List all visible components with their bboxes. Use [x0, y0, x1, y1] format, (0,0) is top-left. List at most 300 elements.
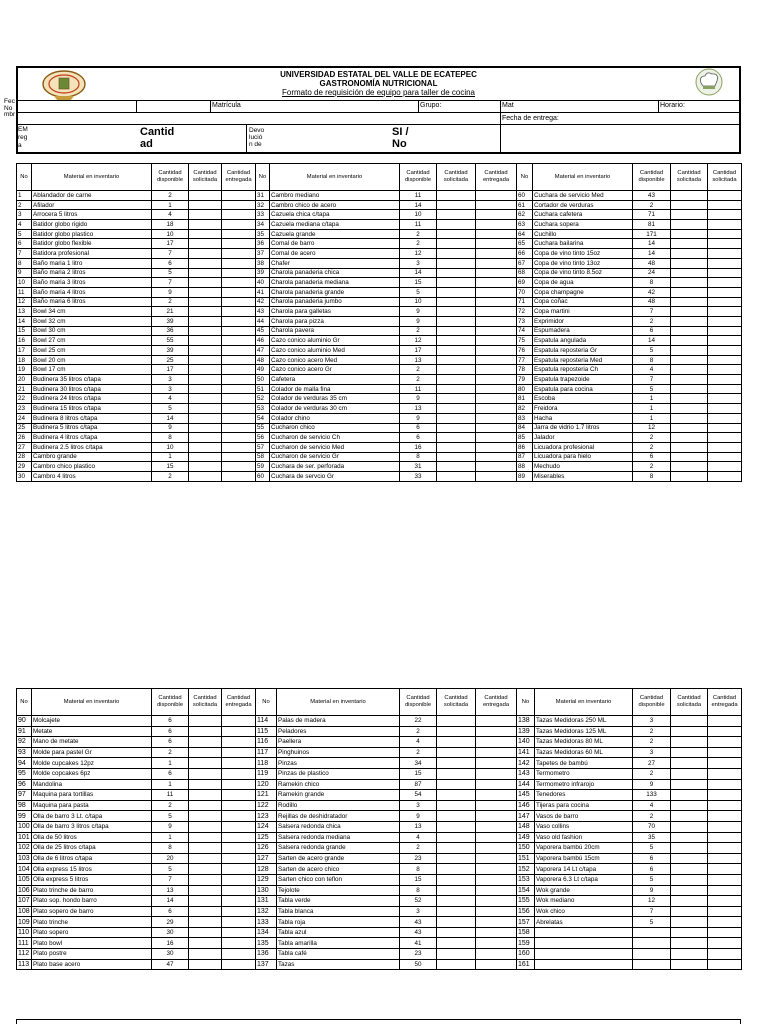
- item-solicitada-cell[interactable]: [671, 779, 708, 790]
- item-entregada-cell[interactable]: [222, 229, 256, 239]
- item-entregada-cell[interactable]: [222, 268, 256, 278]
- item-entregada-cell[interactable]: [222, 790, 256, 801]
- item-solicitada-cell[interactable]: [437, 229, 476, 239]
- item-solicitada-cell[interactable]: [671, 864, 708, 875]
- item-solicitada-cell[interactable]: [437, 346, 476, 356]
- item-solicitada-cell[interactable]: [671, 433, 708, 443]
- item-solicitada-cell[interactable]: [189, 758, 222, 769]
- item-entregada-cell[interactable]: [222, 906, 256, 917]
- item-entregada-cell[interactable]: [476, 316, 517, 326]
- item-solicitada-cell[interactable]: [437, 768, 476, 779]
- item-solicitada-cell[interactable]: [671, 258, 708, 268]
- item-entregada-cell[interactable]: [222, 442, 256, 452]
- item-solicitada-cell[interactable]: [437, 726, 476, 737]
- item-entregada-cell[interactable]: [476, 394, 517, 404]
- item-solicitada-cell[interactable]: [189, 462, 222, 472]
- item-entregada-cell[interactable]: [476, 452, 517, 462]
- item-entregada-cell[interactable]: [476, 917, 517, 928]
- item-solicitada-cell[interactable]: [189, 949, 222, 960]
- item-solicitada-cell[interactable]: [189, 885, 222, 896]
- item-solicitada-cell[interactable]: [437, 355, 476, 365]
- item-entregada-cell[interactable]: [708, 278, 742, 288]
- item-entregada-cell[interactable]: [708, 779, 742, 790]
- item-entregada-cell[interactable]: [222, 896, 256, 907]
- item-entregada-cell[interactable]: [708, 316, 742, 326]
- item-solicitada-cell[interactable]: [437, 287, 476, 297]
- item-entregada-cell[interactable]: [476, 384, 517, 394]
- item-solicitada-cell[interactable]: [189, 307, 222, 317]
- item-entregada-cell[interactable]: [222, 394, 256, 404]
- item-entregada-cell[interactable]: [222, 326, 256, 336]
- item-solicitada-cell[interactable]: [189, 896, 222, 907]
- item-entregada-cell[interactable]: [476, 959, 517, 970]
- item-solicitada-cell[interactable]: [437, 326, 476, 336]
- item-entregada-cell[interactable]: [476, 800, 517, 811]
- item-entregada-cell[interactable]: [476, 471, 517, 481]
- item-entregada-cell[interactable]: [222, 258, 256, 268]
- item-entregada-cell[interactable]: [476, 404, 517, 414]
- item-solicitada-cell[interactable]: [189, 433, 222, 443]
- item-solicitada-cell[interactable]: [671, 471, 708, 481]
- item-entregada-cell[interactable]: [708, 413, 742, 423]
- item-solicitada-cell[interactable]: [437, 874, 476, 885]
- item-entregada-cell[interactable]: [708, 307, 742, 317]
- item-entregada-cell[interactable]: [708, 885, 742, 896]
- item-entregada-cell[interactable]: [476, 853, 517, 864]
- item-solicitada-cell[interactable]: [671, 249, 708, 259]
- item-entregada-cell[interactable]: [476, 278, 517, 288]
- item-entregada-cell[interactable]: [222, 278, 256, 288]
- item-solicitada-cell[interactable]: [189, 326, 222, 336]
- item-solicitada-cell[interactable]: [437, 239, 476, 249]
- item-entregada-cell[interactable]: [708, 258, 742, 268]
- item-solicitada-cell[interactable]: [671, 297, 708, 307]
- item-entregada-cell[interactable]: [222, 917, 256, 928]
- item-entregada-cell[interactable]: [222, 384, 256, 394]
- item-solicitada-cell[interactable]: [437, 758, 476, 769]
- item-solicitada-cell[interactable]: [437, 471, 476, 481]
- item-solicitada-cell[interactable]: [189, 297, 222, 307]
- item-entregada-cell[interactable]: [476, 210, 517, 220]
- item-entregada-cell[interactable]: [222, 423, 256, 433]
- item-entregada-cell[interactable]: [222, 747, 256, 758]
- item-entregada-cell[interactable]: [476, 768, 517, 779]
- item-solicitada-cell[interactable]: [189, 768, 222, 779]
- item-solicitada-cell[interactable]: [189, 239, 222, 249]
- item-entregada-cell[interactable]: [222, 864, 256, 875]
- item-solicitada-cell[interactable]: [671, 917, 708, 928]
- item-solicitada-cell[interactable]: [437, 268, 476, 278]
- item-solicitada-cell[interactable]: [671, 268, 708, 278]
- item-entregada-cell[interactable]: [222, 346, 256, 356]
- item-solicitada-cell[interactable]: [189, 938, 222, 949]
- item-solicitada-cell[interactable]: [437, 442, 476, 452]
- item-solicitada-cell[interactable]: [189, 404, 222, 414]
- item-solicitada-cell[interactable]: [671, 287, 708, 297]
- item-entregada-cell[interactable]: [222, 779, 256, 790]
- item-entregada-cell[interactable]: [222, 726, 256, 737]
- item-entregada-cell[interactable]: [708, 404, 742, 414]
- item-entregada-cell[interactable]: [222, 949, 256, 960]
- item-solicitada-cell[interactable]: [189, 413, 222, 423]
- item-solicitada-cell[interactable]: [437, 790, 476, 801]
- item-entregada-cell[interactable]: [222, 336, 256, 346]
- item-solicitada-cell[interactable]: [437, 864, 476, 875]
- item-solicitada-cell[interactable]: [671, 452, 708, 462]
- item-solicitada-cell[interactable]: [189, 375, 222, 385]
- item-solicitada-cell[interactable]: [671, 239, 708, 249]
- item-solicitada-cell[interactable]: [671, 874, 708, 885]
- item-solicitada-cell[interactable]: [671, 737, 708, 748]
- item-solicitada-cell[interactable]: [189, 249, 222, 259]
- item-solicitada-cell[interactable]: [437, 210, 476, 220]
- item-solicitada-cell[interactable]: [189, 316, 222, 326]
- item-entregada-cell[interactable]: [476, 896, 517, 907]
- item-entregada-cell[interactable]: [476, 423, 517, 433]
- item-entregada-cell[interactable]: [708, 346, 742, 356]
- item-entregada-cell[interactable]: [708, 726, 742, 737]
- item-solicitada-cell[interactable]: [671, 938, 708, 949]
- item-entregada-cell[interactable]: [476, 365, 517, 375]
- item-solicitada-cell[interactable]: [437, 906, 476, 917]
- item-solicitada-cell[interactable]: [189, 229, 222, 239]
- item-solicitada-cell[interactable]: [671, 384, 708, 394]
- item-solicitada-cell[interactable]: [671, 229, 708, 239]
- item-entregada-cell[interactable]: [708, 268, 742, 278]
- item-entregada-cell[interactable]: [222, 239, 256, 249]
- item-solicitada-cell[interactable]: [671, 906, 708, 917]
- item-entregada-cell[interactable]: [476, 949, 517, 960]
- item-entregada-cell[interactable]: [708, 375, 742, 385]
- item-solicitada-cell[interactable]: [189, 258, 222, 268]
- item-solicitada-cell[interactable]: [437, 384, 476, 394]
- item-entregada-cell[interactable]: [476, 938, 517, 949]
- item-solicitada-cell[interactable]: [189, 737, 222, 748]
- item-solicitada-cell[interactable]: [189, 864, 222, 875]
- item-entregada-cell[interactable]: [222, 758, 256, 769]
- item-entregada-cell[interactable]: [222, 853, 256, 864]
- item-entregada-cell[interactable]: [708, 832, 742, 843]
- item-solicitada-cell[interactable]: [189, 800, 222, 811]
- item-entregada-cell[interactable]: [222, 800, 256, 811]
- item-solicitada-cell[interactable]: [437, 843, 476, 854]
- item-entregada-cell[interactable]: [476, 191, 517, 201]
- item-solicitada-cell[interactable]: [671, 346, 708, 356]
- item-entregada-cell[interactable]: [222, 433, 256, 443]
- item-solicitada-cell[interactable]: [437, 258, 476, 268]
- item-solicitada-cell[interactable]: [189, 346, 222, 356]
- item-entregada-cell[interactable]: [222, 938, 256, 949]
- item-solicitada-cell[interactable]: [671, 716, 708, 727]
- item-solicitada-cell[interactable]: [437, 433, 476, 443]
- item-entregada-cell[interactable]: [708, 758, 742, 769]
- item-entregada-cell[interactable]: [708, 326, 742, 336]
- item-solicitada-cell[interactable]: [671, 336, 708, 346]
- item-entregada-cell[interactable]: [708, 768, 742, 779]
- item-entregada-cell[interactable]: [476, 229, 517, 239]
- item-solicitada-cell[interactable]: [189, 336, 222, 346]
- item-solicitada-cell[interactable]: [189, 287, 222, 297]
- item-solicitada-cell[interactable]: [437, 394, 476, 404]
- item-solicitada-cell[interactable]: [437, 423, 476, 433]
- item-entregada-cell[interactable]: [708, 423, 742, 433]
- item-solicitada-cell[interactable]: [437, 716, 476, 727]
- item-solicitada-cell[interactable]: [437, 853, 476, 864]
- item-solicitada-cell[interactable]: [189, 452, 222, 462]
- item-entregada-cell[interactable]: [222, 832, 256, 843]
- item-solicitada-cell[interactable]: [671, 800, 708, 811]
- item-solicitada-cell[interactable]: [437, 927, 476, 938]
- item-entregada-cell[interactable]: [222, 404, 256, 414]
- item-solicitada-cell[interactable]: [189, 821, 222, 832]
- item-entregada-cell[interactable]: [708, 287, 742, 297]
- item-solicitada-cell[interactable]: [189, 423, 222, 433]
- item-solicitada-cell[interactable]: [189, 779, 222, 790]
- item-entregada-cell[interactable]: [476, 832, 517, 843]
- item-entregada-cell[interactable]: [476, 336, 517, 346]
- item-solicitada-cell[interactable]: [189, 959, 222, 970]
- item-solicitada-cell[interactable]: [437, 938, 476, 949]
- item-solicitada-cell[interactable]: [437, 832, 476, 843]
- item-solicitada-cell[interactable]: [671, 423, 708, 433]
- item-entregada-cell[interactable]: [222, 821, 256, 832]
- item-entregada-cell[interactable]: [476, 220, 517, 230]
- item-solicitada-cell[interactable]: [189, 191, 222, 201]
- item-solicitada-cell[interactable]: [437, 413, 476, 423]
- item-entregada-cell[interactable]: [476, 375, 517, 385]
- item-entregada-cell[interactable]: [222, 874, 256, 885]
- item-entregada-cell[interactable]: [222, 927, 256, 938]
- item-entregada-cell[interactable]: [222, 191, 256, 201]
- item-entregada-cell[interactable]: [222, 210, 256, 220]
- item-entregada-cell[interactable]: [476, 287, 517, 297]
- item-entregada-cell[interactable]: [708, 843, 742, 854]
- item-entregada-cell[interactable]: [476, 239, 517, 249]
- item-solicitada-cell[interactable]: [437, 249, 476, 259]
- item-entregada-cell[interactable]: [708, 229, 742, 239]
- item-entregada-cell[interactable]: [708, 790, 742, 801]
- item-entregada-cell[interactable]: [708, 462, 742, 472]
- item-solicitada-cell[interactable]: [671, 326, 708, 336]
- item-entregada-cell[interactable]: [476, 297, 517, 307]
- item-solicitada-cell[interactable]: [437, 452, 476, 462]
- item-entregada-cell[interactable]: [476, 258, 517, 268]
- item-solicitada-cell[interactable]: [671, 726, 708, 737]
- item-entregada-cell[interactable]: [708, 927, 742, 938]
- item-entregada-cell[interactable]: [476, 843, 517, 854]
- item-entregada-cell[interactable]: [476, 821, 517, 832]
- item-solicitada-cell[interactable]: [671, 927, 708, 938]
- item-entregada-cell[interactable]: [708, 864, 742, 875]
- item-entregada-cell[interactable]: [708, 716, 742, 727]
- item-entregada-cell[interactable]: [708, 239, 742, 249]
- item-solicitada-cell[interactable]: [189, 832, 222, 843]
- item-entregada-cell[interactable]: [708, 811, 742, 822]
- item-solicitada-cell[interactable]: [671, 220, 708, 230]
- item-solicitada-cell[interactable]: [437, 220, 476, 230]
- item-entregada-cell[interactable]: [222, 413, 256, 423]
- item-solicitada-cell[interactable]: [189, 355, 222, 365]
- item-solicitada-cell[interactable]: [437, 747, 476, 758]
- item-entregada-cell[interactable]: [476, 927, 517, 938]
- item-entregada-cell[interactable]: [476, 758, 517, 769]
- item-solicitada-cell[interactable]: [189, 726, 222, 737]
- item-entregada-cell[interactable]: [708, 191, 742, 201]
- item-entregada-cell[interactable]: [708, 433, 742, 443]
- item-entregada-cell[interactable]: [476, 355, 517, 365]
- item-entregada-cell[interactable]: [222, 452, 256, 462]
- item-entregada-cell[interactable]: [476, 726, 517, 737]
- item-solicitada-cell[interactable]: [437, 462, 476, 472]
- item-solicitada-cell[interactable]: [189, 220, 222, 230]
- item-entregada-cell[interactable]: [476, 268, 517, 278]
- item-solicitada-cell[interactable]: [671, 191, 708, 201]
- item-solicitada-cell[interactable]: [189, 927, 222, 938]
- item-entregada-cell[interactable]: [222, 716, 256, 727]
- item-solicitada-cell[interactable]: [437, 959, 476, 970]
- item-entregada-cell[interactable]: [708, 220, 742, 230]
- item-solicitada-cell[interactable]: [189, 200, 222, 210]
- item-solicitada-cell[interactable]: [671, 442, 708, 452]
- item-entregada-cell[interactable]: [476, 747, 517, 758]
- item-entregada-cell[interactable]: [222, 462, 256, 472]
- item-entregada-cell[interactable]: [222, 220, 256, 230]
- item-solicitada-cell[interactable]: [189, 917, 222, 928]
- item-entregada-cell[interactable]: [476, 442, 517, 452]
- item-entregada-cell[interactable]: [708, 336, 742, 346]
- item-solicitada-cell[interactable]: [671, 307, 708, 317]
- item-entregada-cell[interactable]: [708, 737, 742, 748]
- item-solicitada-cell[interactable]: [437, 336, 476, 346]
- item-entregada-cell[interactable]: [222, 249, 256, 259]
- item-solicitada-cell[interactable]: [671, 365, 708, 375]
- item-solicitada-cell[interactable]: [189, 278, 222, 288]
- item-solicitada-cell[interactable]: [671, 316, 708, 326]
- item-solicitada-cell[interactable]: [189, 210, 222, 220]
- item-entregada-cell[interactable]: [708, 800, 742, 811]
- item-entregada-cell[interactable]: [708, 949, 742, 960]
- item-solicitada-cell[interactable]: [437, 811, 476, 822]
- item-solicitada-cell[interactable]: [671, 832, 708, 843]
- item-entregada-cell[interactable]: [708, 210, 742, 220]
- item-entregada-cell[interactable]: [476, 346, 517, 356]
- item-entregada-cell[interactable]: [476, 811, 517, 822]
- item-solicitada-cell[interactable]: [671, 747, 708, 758]
- item-solicitada-cell[interactable]: [437, 404, 476, 414]
- item-entregada-cell[interactable]: [222, 885, 256, 896]
- item-solicitada-cell[interactable]: [671, 375, 708, 385]
- item-solicitada-cell[interactable]: [437, 821, 476, 832]
- item-solicitada-cell[interactable]: [189, 442, 222, 452]
- item-entregada-cell[interactable]: [476, 249, 517, 259]
- item-entregada-cell[interactable]: [476, 737, 517, 748]
- item-entregada-cell[interactable]: [222, 365, 256, 375]
- item-solicitada-cell[interactable]: [671, 885, 708, 896]
- item-entregada-cell[interactable]: [476, 200, 517, 210]
- item-solicitada-cell[interactable]: [671, 790, 708, 801]
- item-entregada-cell[interactable]: [476, 906, 517, 917]
- item-solicitada-cell[interactable]: [671, 758, 708, 769]
- item-entregada-cell[interactable]: [476, 307, 517, 317]
- item-solicitada-cell[interactable]: [189, 874, 222, 885]
- item-entregada-cell[interactable]: [708, 906, 742, 917]
- item-solicitada-cell[interactable]: [189, 716, 222, 727]
- item-entregada-cell[interactable]: [222, 297, 256, 307]
- item-entregada-cell[interactable]: [222, 811, 256, 822]
- item-entregada-cell[interactable]: [708, 853, 742, 864]
- item-entregada-cell[interactable]: [708, 917, 742, 928]
- item-solicitada-cell[interactable]: [189, 843, 222, 854]
- item-entregada-cell[interactable]: [222, 959, 256, 970]
- item-entregada-cell[interactable]: [476, 779, 517, 790]
- item-entregada-cell[interactable]: [222, 316, 256, 326]
- item-solicitada-cell[interactable]: [189, 384, 222, 394]
- item-entregada-cell[interactable]: [708, 297, 742, 307]
- item-solicitada-cell[interactable]: [671, 200, 708, 210]
- item-solicitada-cell[interactable]: [671, 853, 708, 864]
- item-solicitada-cell[interactable]: [671, 768, 708, 779]
- item-solicitada-cell[interactable]: [671, 404, 708, 414]
- item-entregada-cell[interactable]: [222, 307, 256, 317]
- item-entregada-cell[interactable]: [708, 747, 742, 758]
- item-solicitada-cell[interactable]: [671, 278, 708, 288]
- item-solicitada-cell[interactable]: [671, 811, 708, 822]
- item-solicitada-cell[interactable]: [437, 307, 476, 317]
- item-entregada-cell[interactable]: [708, 384, 742, 394]
- item-entregada-cell[interactable]: [708, 938, 742, 949]
- item-solicitada-cell[interactable]: [671, 959, 708, 970]
- item-solicitada-cell[interactable]: [189, 747, 222, 758]
- item-entregada-cell[interactable]: [708, 394, 742, 404]
- item-solicitada-cell[interactable]: [437, 737, 476, 748]
- item-entregada-cell[interactable]: [708, 874, 742, 885]
- item-solicitada-cell[interactable]: [189, 906, 222, 917]
- item-solicitada-cell[interactable]: [671, 413, 708, 423]
- item-entregada-cell[interactable]: [222, 737, 256, 748]
- item-entregada-cell[interactable]: [222, 287, 256, 297]
- item-solicitada-cell[interactable]: [189, 471, 222, 481]
- item-solicitada-cell[interactable]: [671, 462, 708, 472]
- item-solicitada-cell[interactable]: [671, 896, 708, 907]
- item-solicitada-cell[interactable]: [189, 268, 222, 278]
- item-solicitada-cell[interactable]: [671, 394, 708, 404]
- item-entregada-cell[interactable]: [222, 375, 256, 385]
- item-entregada-cell[interactable]: [476, 462, 517, 472]
- item-entregada-cell[interactable]: [708, 896, 742, 907]
- item-solicitada-cell[interactable]: [189, 365, 222, 375]
- item-entregada-cell[interactable]: [476, 885, 517, 896]
- item-solicitada-cell[interactable]: [671, 949, 708, 960]
- item-solicitada-cell[interactable]: [437, 200, 476, 210]
- item-solicitada-cell[interactable]: [189, 394, 222, 404]
- item-solicitada-cell[interactable]: [437, 297, 476, 307]
- item-solicitada-cell[interactable]: [437, 365, 476, 375]
- item-solicitada-cell[interactable]: [189, 811, 222, 822]
- item-solicitada-cell[interactable]: [437, 896, 476, 907]
- item-solicitada-cell[interactable]: [671, 355, 708, 365]
- item-entregada-cell[interactable]: [476, 433, 517, 443]
- item-entregada-cell[interactable]: [476, 874, 517, 885]
- item-solicitada-cell[interactable]: [437, 779, 476, 790]
- item-solicitada-cell[interactable]: [671, 843, 708, 854]
- item-entregada-cell[interactable]: [222, 355, 256, 365]
- item-entregada-cell[interactable]: [476, 790, 517, 801]
- item-solicitada-cell[interactable]: [437, 278, 476, 288]
- item-entregada-cell[interactable]: [222, 200, 256, 210]
- item-solicitada-cell[interactable]: [437, 316, 476, 326]
- item-solicitada-cell[interactable]: [437, 949, 476, 960]
- item-entregada-cell[interactable]: [708, 355, 742, 365]
